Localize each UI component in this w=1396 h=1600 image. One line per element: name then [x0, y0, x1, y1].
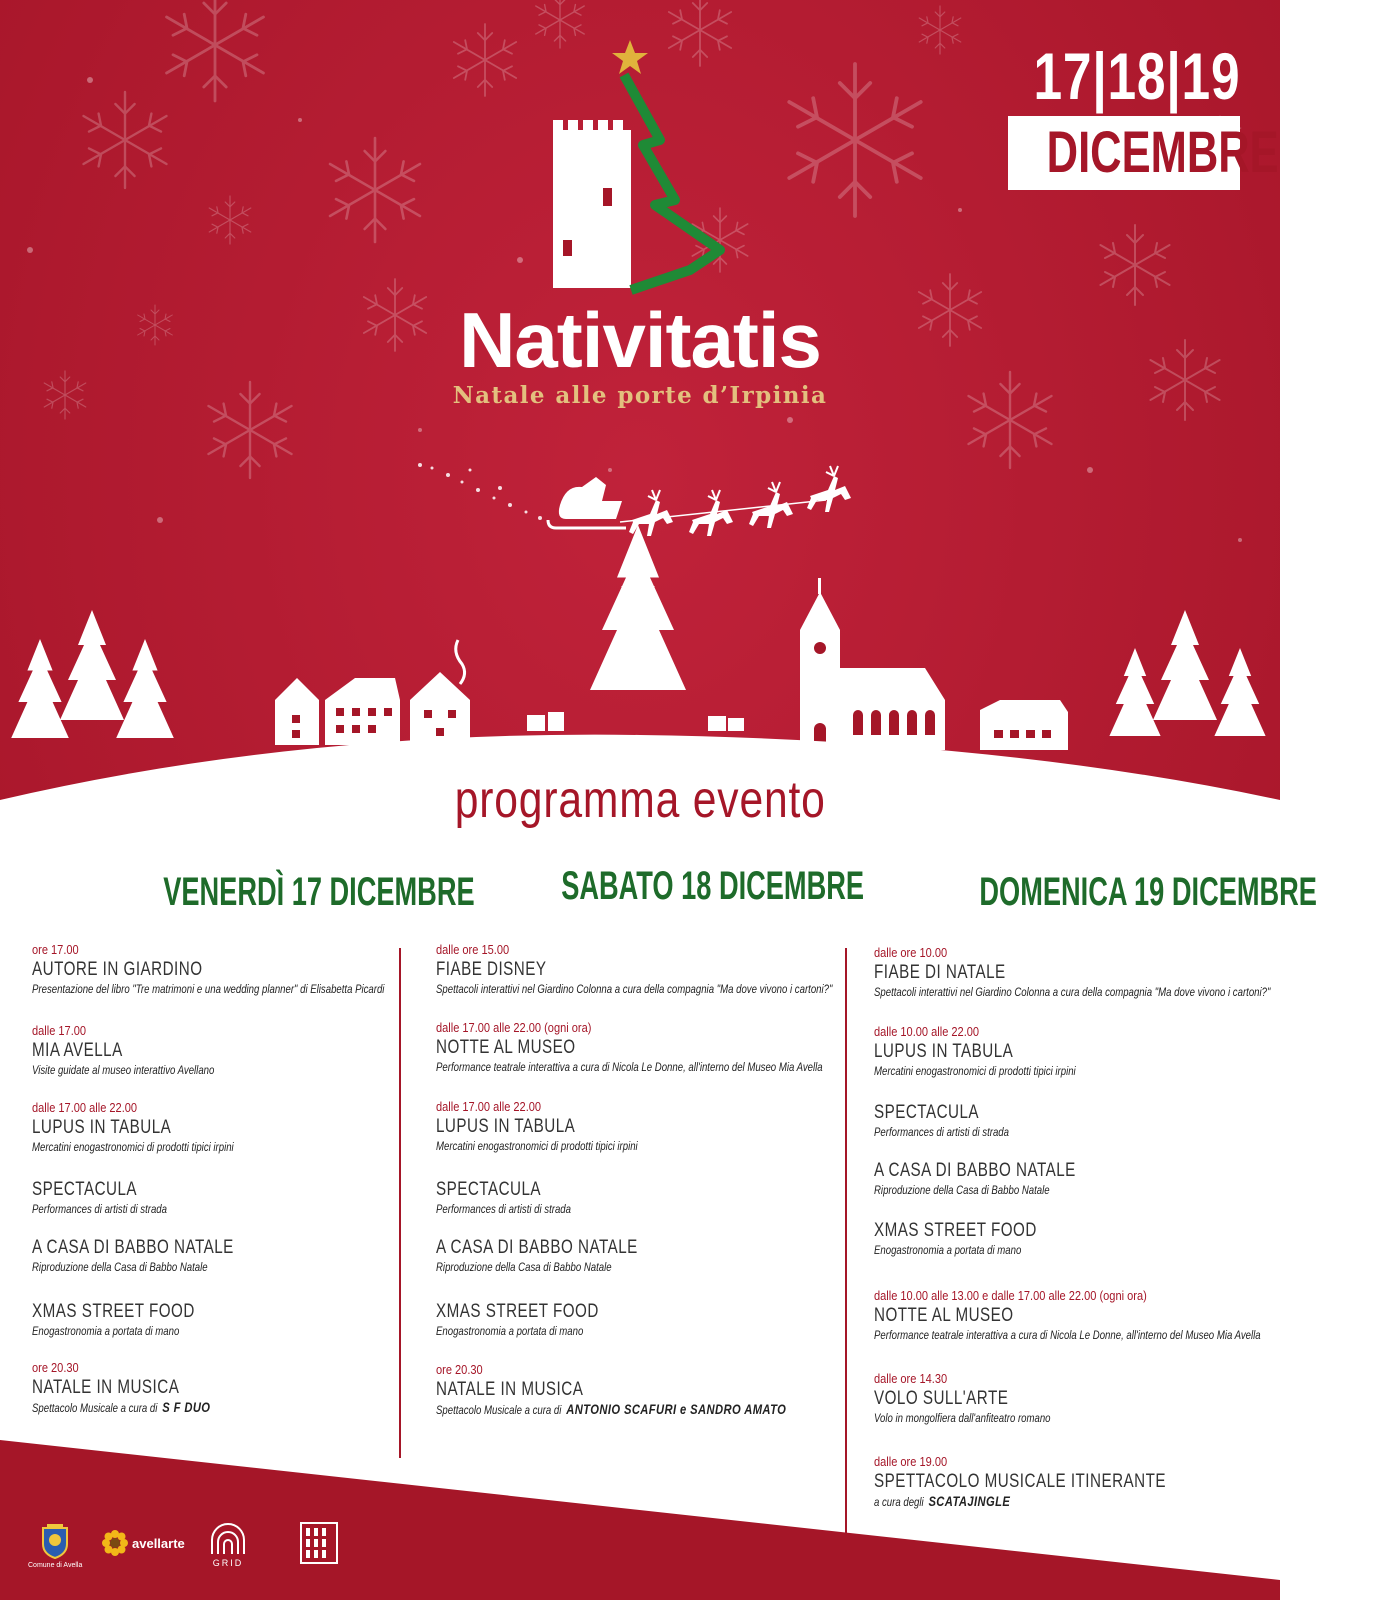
- day-heading-text: DOMENICA 19 DICEMBRE: [979, 870, 1317, 914]
- event-name: SPETTACOLO MUSICALE ITINERANTE: [874, 1471, 1166, 1492]
- event-time: dalle 17.00 alle 22.00 (ogni ora): [436, 1020, 592, 1035]
- program-title: [0, 770, 1280, 830]
- dates-month-box: [1008, 116, 1279, 190]
- sponsor-logo-comune: [28, 1522, 82, 1569]
- sponsor-logo-avellarte: [102, 1530, 185, 1556]
- event-desc: Presentazione del libro "Tre matrimoni e una wedding planner" di Elisabetta Picardi: [32, 982, 385, 996]
- event-name: NATALE IN MUSICA: [32, 1377, 180, 1398]
- event-desc: [436, 1401, 786, 1418]
- event-item: [874, 945, 1369, 1000]
- event-desc: Mercatini enogastronomici di prodotti tipici irpini: [874, 1064, 1076, 1078]
- event-name: FIABE DI NATALE: [874, 962, 1006, 983]
- day-heading-text: VENERDÌ 17 DICEMBRE: [163, 870, 475, 914]
- event-item: [874, 1219, 1078, 1258]
- event-desc: Enogastronomia a portata di mano: [436, 1324, 584, 1338]
- event-name: LUPUS IN TABULA: [874, 1041, 1014, 1062]
- day-heading-friday: [90, 868, 475, 916]
- program-title-text: programma evento: [454, 771, 826, 829]
- day-heading-text: SABATO 18 DICEMBRE: [561, 864, 865, 908]
- event-desc: Riproduzione della Casa di Babbo Natale: [436, 1260, 612, 1274]
- grid-arch-icon: [208, 1522, 248, 1556]
- event-name: SPECTACULA: [436, 1179, 542, 1200]
- event-desc: Visite guidate al museo interattivo Avellano: [32, 1063, 215, 1077]
- event-desc: Riproduzione della Casa di Babbo Natale: [874, 1183, 1050, 1197]
- logo-caption: avellarte: [132, 1535, 185, 1551]
- event-item: [874, 1024, 1126, 1079]
- logo-caption: GRID: [212, 1558, 244, 1568]
- event-desc-text: a cura degli: [874, 1495, 924, 1509]
- event-name: SPECTACULA: [32, 1179, 138, 1200]
- event-item: [436, 942, 931, 997]
- event-desc: Volo in mongolfiera dall'anfiteatro romano: [874, 1411, 1051, 1425]
- event-performer: SCATAJINGLE: [928, 1493, 1011, 1509]
- event-name: LUPUS IN TABULA: [32, 1117, 172, 1138]
- event-item: [32, 1236, 284, 1275]
- event-item: [874, 1159, 1126, 1198]
- event-item: [436, 1178, 605, 1217]
- event-item: [874, 1371, 1095, 1426]
- event-item: [32, 1300, 236, 1339]
- event-item: [874, 1454, 1239, 1510]
- event-desc: Performances di artisti di strada: [32, 1202, 167, 1216]
- logo-caption: Comune di Avella: [28, 1562, 83, 1569]
- day-heading-sunday: [900, 868, 1317, 916]
- inside-ita-icon: [300, 1522, 338, 1564]
- event-item: [32, 1100, 284, 1155]
- event-name: A CASA DI BABBO NATALE: [436, 1237, 638, 1258]
- dates-month: DICEMBRE: [1046, 120, 1279, 185]
- event-item: [32, 1360, 255, 1416]
- day-heading-saturday: [490, 862, 865, 910]
- sunflower-icon: [102, 1530, 128, 1556]
- event-name: VOLO SULL'ARTE: [874, 1388, 1009, 1409]
- event-time: dalle 10.00 alle 22.00: [874, 1024, 980, 1039]
- dates-days: 17|18|19: [1033, 39, 1241, 113]
- event-name: NOTTE AL MUSEO: [874, 1305, 1014, 1326]
- brand-block: [440, 296, 840, 409]
- event-time: dalle ore 15.00: [436, 942, 510, 957]
- event-desc: Performance teatrale interattiva a cura di Nicola Le Donne, all'interno del Museo Mia Avella: [874, 1328, 1261, 1342]
- event-item: [32, 1023, 260, 1078]
- event-desc: [874, 1493, 1166, 1510]
- event-desc: Mercatini enogastronomici di prodotti tipici irpini: [32, 1140, 234, 1154]
- event-time: dalle 17.00 alle 22.00: [436, 1099, 542, 1114]
- event-time: dalle 17.00 alle 22.00: [32, 1100, 138, 1115]
- event-item: [32, 942, 473, 997]
- event-name: LUPUS IN TABULA: [436, 1116, 576, 1137]
- event-desc: Riproduzione della Casa di Babbo Natale: [32, 1260, 208, 1274]
- event-name: SPECTACULA: [874, 1102, 980, 1123]
- event-desc: Performances di artisti di strada: [436, 1202, 571, 1216]
- event-time: dalle ore 14.30: [874, 1371, 948, 1386]
- event-dates: [1008, 39, 1279, 190]
- sponsor-logo-insideita: [300, 1522, 338, 1564]
- event-item: [436, 1099, 688, 1154]
- event-desc: Performance teatrale interattiva a cura di Nicola Le Donne, all'interno del Museo Mia Avella: [436, 1060, 823, 1074]
- event-time: ore 20.30: [32, 1360, 79, 1375]
- event-name: A CASA DI BABBO NATALE: [32, 1237, 234, 1258]
- event-item: [874, 1288, 1357, 1343]
- event-desc: Enogastronomia a portata di mano: [32, 1324, 180, 1338]
- event-desc-text: Spettacolo Musicale a cura di: [436, 1403, 562, 1417]
- event-desc: [32, 1399, 210, 1416]
- event-name: NATALE IN MUSICA: [436, 1379, 584, 1400]
- event-item: [874, 1101, 1043, 1140]
- event-time: dalle ore 19.00: [874, 1454, 948, 1469]
- brand-title: Nativitatis: [459, 296, 821, 384]
- event-time: dalle 17.00: [32, 1023, 87, 1038]
- event-time: dalle 10.00 alle 13.00 e dalle 17.00 alle 22.00 (ogni ora): [874, 1288, 1147, 1303]
- event-item: [436, 1362, 874, 1418]
- column-divider: [845, 948, 847, 1558]
- event-performer: S F DUO: [162, 1399, 211, 1415]
- event-name: A CASA DI BABBO NATALE: [874, 1160, 1076, 1181]
- event-item: [32, 1178, 201, 1217]
- event-name: NOTTE AL MUSEO: [436, 1037, 576, 1058]
- event-name: FIABE DISNEY: [436, 959, 547, 980]
- event-name: XMAS STREET FOOD: [436, 1301, 599, 1322]
- event-desc: Spettacoli interattivi nel Giardino Colonna a cura della compagnia "Ma dove vivono i cartoni?": [874, 985, 1271, 999]
- column-divider: [399, 948, 401, 1458]
- event-name: MIA AVELLA: [32, 1040, 123, 1061]
- sponsor-logo-grid: [208, 1522, 248, 1568]
- event-time: dalle ore 10.00: [874, 945, 948, 960]
- municipal-crest-icon: [35, 1522, 75, 1560]
- event-name: AUTORE IN GIARDINO: [32, 959, 203, 980]
- event-desc: Enogastronomia a portata di mano: [874, 1243, 1022, 1257]
- event-time: ore 20.30: [436, 1362, 483, 1377]
- event-desc: Spettacoli interattivi nel Giardino Colonna a cura della compagnia "Ma dove vivono i cartoni?": [436, 982, 833, 996]
- event-name: XMAS STREET FOOD: [874, 1220, 1037, 1241]
- event-performer: ANTONIO SCAFURI e SANDRO AMATO: [566, 1401, 787, 1417]
- event-desc-text: Spettacolo Musicale a cura di: [32, 1401, 158, 1415]
- event-item: [436, 1300, 640, 1339]
- event-desc: Performances di artisti di strada: [874, 1125, 1009, 1139]
- event-name: XMAS STREET FOOD: [32, 1301, 195, 1322]
- event-time: ore 17.00: [32, 942, 79, 957]
- event-desc: Mercatini enogastronomici di prodotti tipici irpini: [436, 1139, 638, 1153]
- brand-subtitle: Natale alle porte d’Irpinia: [452, 382, 828, 409]
- event-item: [436, 1236, 688, 1275]
